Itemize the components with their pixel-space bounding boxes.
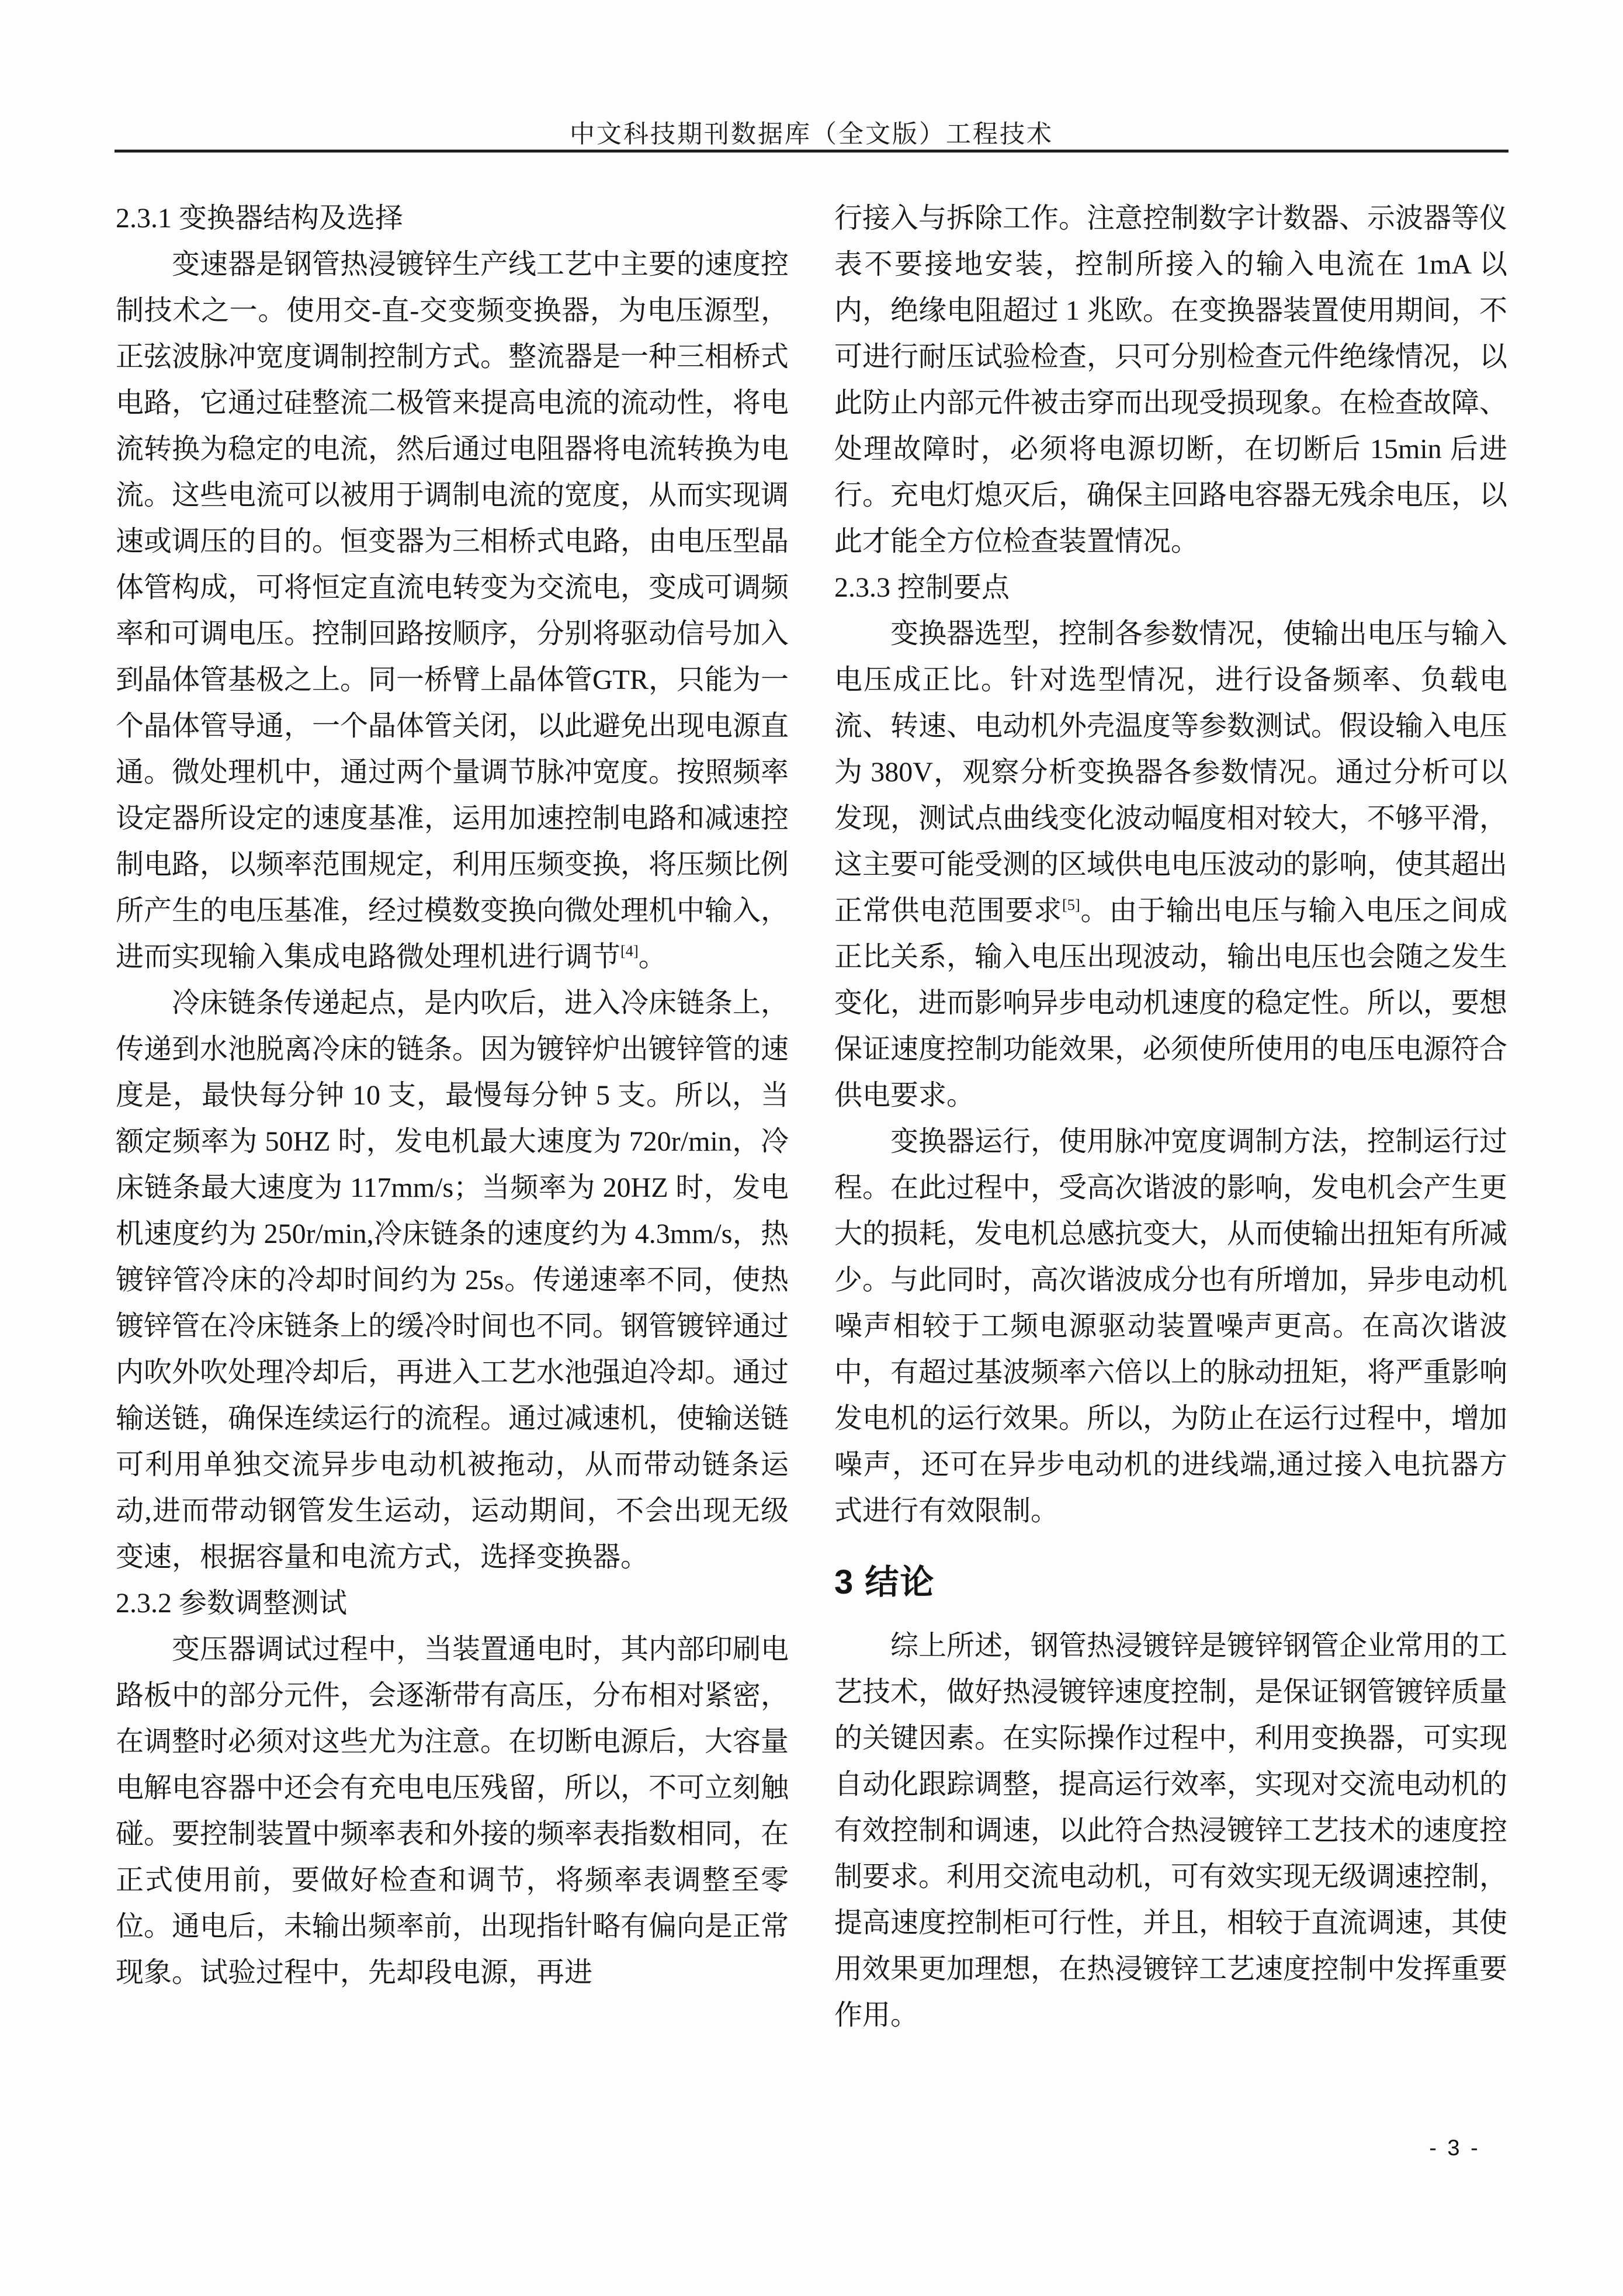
paragraph <box>116 241 789 980</box>
section-heading-2-3-2: 2.3.2 参数调整测试 <box>116 1588 348 1619</box>
header-divider-rule <box>115 150 1508 153</box>
left-column <box>116 195 789 1996</box>
page-header-title: 中文科技期刊数据库（全文版）工程技术 <box>570 121 1053 148</box>
paragraph <box>834 611 1507 1118</box>
paragraph-text: 。由于输出电压与输入电压之间成正比关系，输入电压出现波动，输出电压也会随之发生变化，进而影响异步电动机速度的稳定性。所以，要想保证速度控制功能效果，必须使所使用的电压电源符合供电要求。 <box>834 895 1508 1111</box>
paragraph: 变换器运行，使用脉冲宽度调制方法，控制运行过程。在此过程中，受高次谐波的影响，发电机会产生更大的损耗，发电机总感抗变大，从而使输出扭矩有所减少。与此同时，高次谐波成分也有所增加，异步电动机噪声相较于工频电源驱动装置噪声更高。在高次谐波中，有超过基波频率六倍以上的脉动扭矩，将严重影响发电机的运行效果。所以，为防止在运行过程中，增加噪声，还可在异步电动机的进线端,通过接入电抗器方式进行有效限制。 <box>834 1126 1508 1526</box>
citation-marker-5: [5] <box>1062 896 1080 913</box>
paragraph-text: 。 <box>638 941 667 972</box>
right-column <box>834 195 1507 2038</box>
section-heading-2-3-3: 2.3.3 控制要点 <box>834 572 1010 603</box>
paragraph: 变压器调试过程中，当装置通电时，其内部印刷电路板中的部分元件，会逐渐带有高压，分布相对紧密，在调整时必须对这些尤为注意。在切断电源后，大容量电解电容器中还会有充电电压残留，所以，不可立刻触碰。要控制装置中频率表和外接的频率表指数相同，在正式使用前，要做好检查和调节，将频率表调整至零位。通电后，未输出频率前，出现指针略有偏向是正常现象。试验过程中，先却段电源，再进 <box>116 1634 789 1988</box>
citation-marker-4: [4] <box>620 942 639 960</box>
paragraph-text: 变换器选型，控制各参数情况，使输出电压与输入电压成正比。针对选型情况，进行设备频率、负载电流、转速、电动机外壳温度等参数测试。假设输入电压为 380V，观察分析变换器各参数情况。通过分析可以发现，测试点曲线变化波动幅度相对较大，不够平滑，这主要可能受测的区域供电电压波动的影响，使其超出正常供电范围要求 <box>834 618 1508 926</box>
page-number: - 3 - <box>1429 2136 1480 2160</box>
paragraph-continuation: 行接入与拆除工作。注意控制数字计数器、示波器等仪表不要接地安装，控制所接入的输入电流在 1mA 以内，绝缘电阻超过 1 兆欧。在变换器装置使用期间，不可进行耐压试验检查，只可分别检查元件绝缘情况，以此防止内部元件被击穿而出现受损现象。在检查故障、处理故障时，必须将电源切断，在切断后 15min 后进行。充电灯熄灭后，确保主回路电容器无残余电压，以此才能全方位检查装置情况。 <box>834 203 1508 557</box>
paragraph: 综上所述，钢管热浸镀锌是镀锌钢管企业常用的工艺技术，做好热浸镀锌速度控制，是保证钢管镀锌质量的关键因素。在实际操作过程中，利用变换器，可实现自动化跟踪调整，提高运行效率，实现对交流电动机的有效控制和调速，以此符合热浸镀锌工艺技术的速度控制要求。利用交流电动机，可有效实现无级调速控制，提高速度控制柜可行性，并且，相较于直流调速，其使用效果更加理想，在热浸镀锌工艺速度控制中发挥重要作用。 <box>834 1630 1508 2031</box>
paragraph: 冷床链条传递起点，是内吹后，进入冷床链条上，传递到水池脱离冷床的链条。因为镀锌炉出镀锌管的速度是，最快每分钟 10 支，最慢每分钟 5 支。所以，当额定频率为 50HZ 时，发电机最大速度为 720r/min，冷床链条最大速度为 117mm/s；当频率为 20HZ 时，发电机速度约为 250r/min,冷床链条的速度约为 4.3mm/s，热镀锌管冷床的冷却时间约为 25s。传递速率不同，使热镀锌管在冷床链条上的缓冷时间也不同。钢管镀锌通过内吹外吹处理冷却后，再进入工艺水池强迫冷却。通过输送链，确保连续运行的流程。通过减速机，使输送链可利用单独交流异步电动机被拖动，从而带动链条运动,进而带动钢管发生运动，运动期间，不会出现无级变速，根据容量和电流方式，选择变换器。 <box>116 988 789 1573</box>
section-heading-conclusion: 3 结论 <box>834 1563 935 1601</box>
section-heading-2-3-1: 2.3.1 变换器结构及选择 <box>116 203 404 234</box>
paragraph-text: 变速器是钢管热浸镀锌生产线工艺中主要的速度控制技术之一。使用交-直-交变频变换器，为电压源型，正弦波脉冲宽度调制控制方式。整流器是一种三相桥式电路，它通过硅整流二极管来提高电流的流动性，将电流转换为稳定的电流，然后通过电阻器将电流转换为电流。这些电流可以被用于调制电流的宽度，从而实现调速或调压的目的。恒变器为三相桥式电路，由电压型晶体管构成，可将恒定直流电转变为交流电，变成可调频率和可调电压。控制回路按顺序，分别将驱动信号加入到晶体管基极之上。同一桥臂上晶体管GTR，只能为一个晶体管导通，一个晶体管关闭，以此避免出现电源直通。微处理机中，通过两个量调节脉冲宽度。按照频率设定器所设定的速度基准，运用加速控制电路和减速控制电路，以频率范围规定，利用压频变换，将压频比例所产生的电压基准，经过模数变换向微处理机中输入，进而实现输入集成电路微处理机进行调节 <box>116 249 789 972</box>
